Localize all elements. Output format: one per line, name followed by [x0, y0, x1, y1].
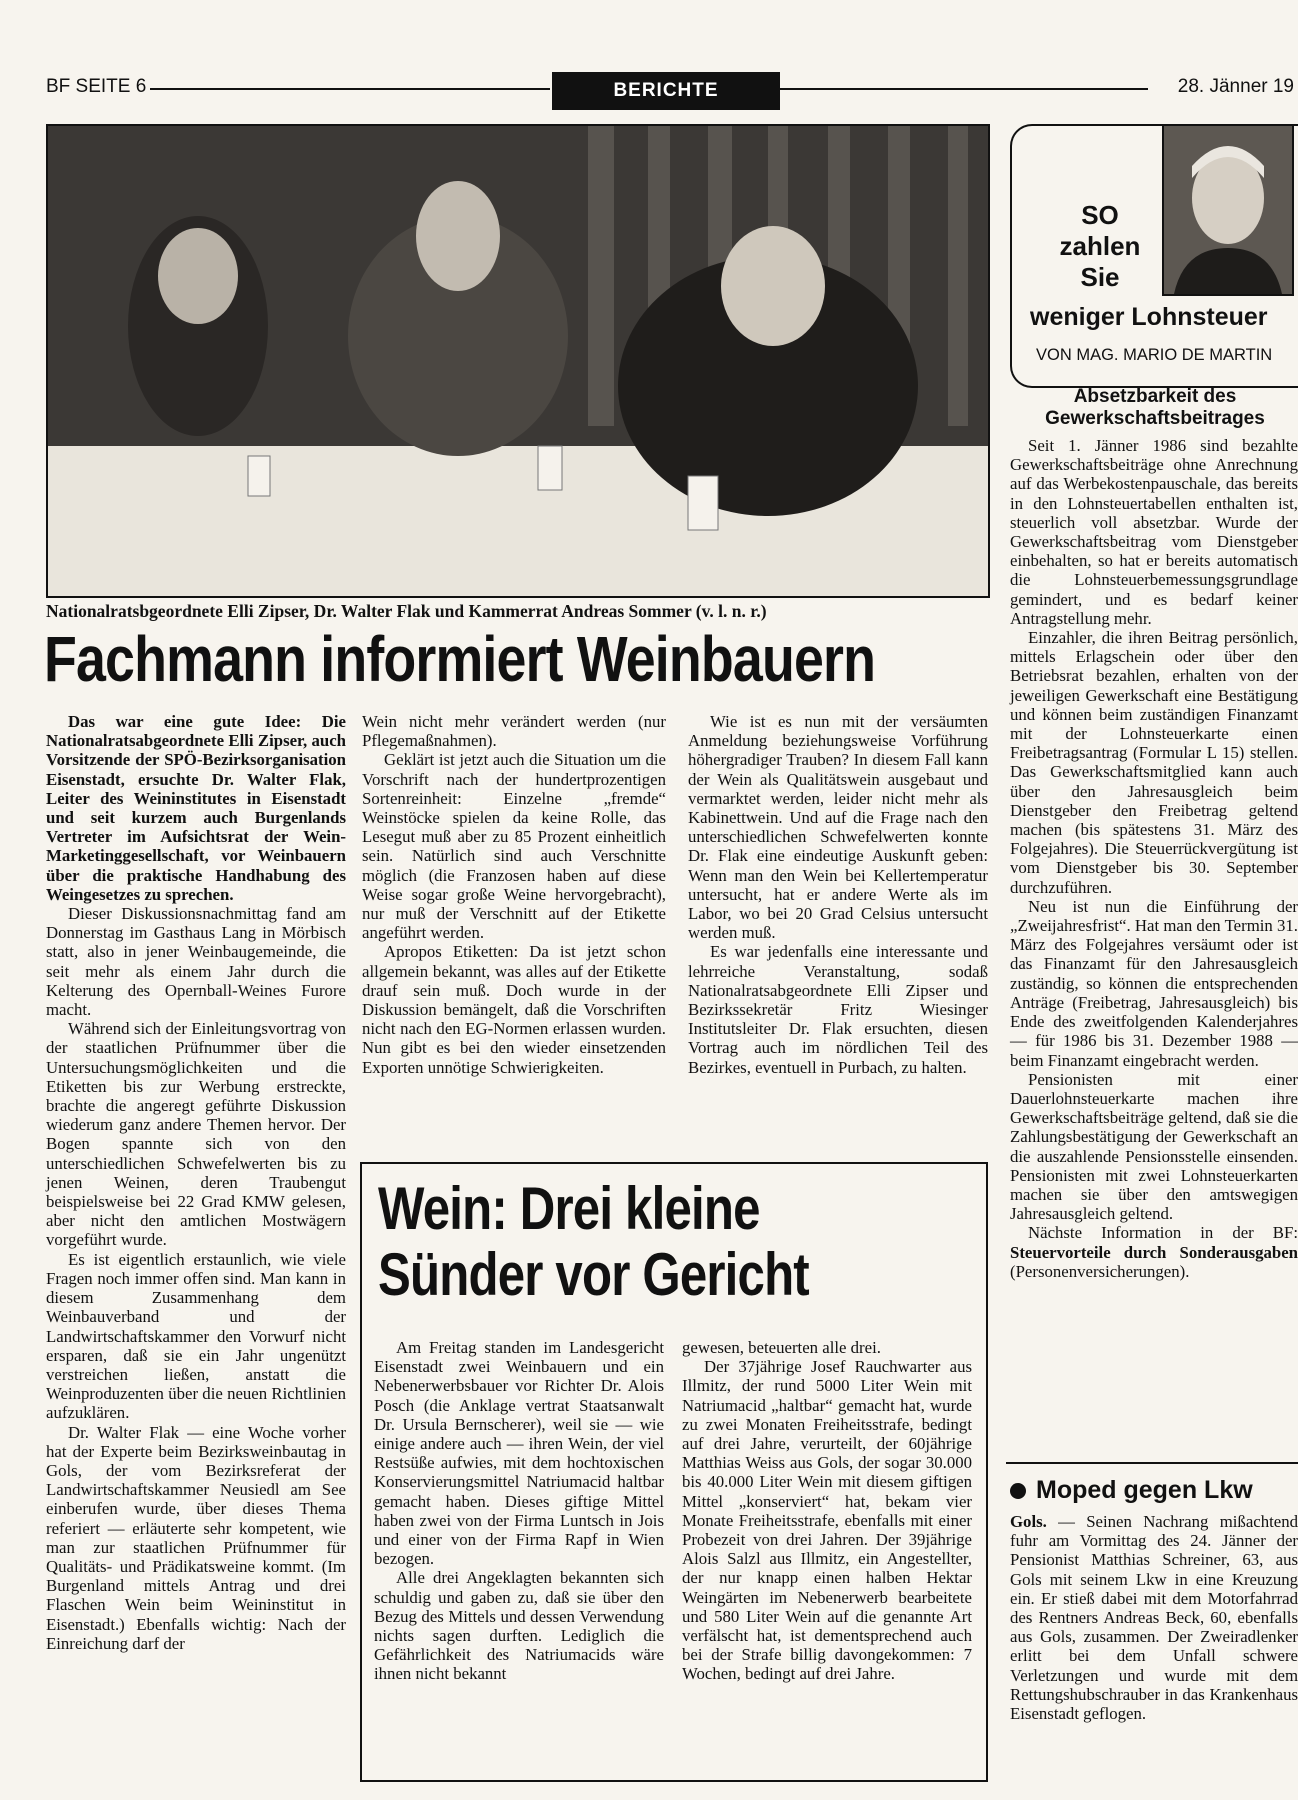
article-column-2 — [362, 712, 666, 1077]
tax-subheadline: Absetzbarkeit des Gewerkschaftsbeitrages — [1045, 386, 1265, 429]
article-paragraph: Es war jedenfalls eine interessante und lehrreiche Veranstaltung, sodaß Nationalratsabgeordnete Elli Zipser und Bezirkssekretär Fritz Wiesinger Institutsleiter Dr. Flak ersuchten, diesen Vortrag auch im nördlichen Teil des Bezirkes, eventuell in Purbach, zu halten. — [688, 942, 988, 1077]
tax-column-title — [1034, 200, 1166, 293]
tax-paragraph: Seit 1. Jänner 1986 sind bezahlte Gewerkschaftsbeiträge ohne Anrechnung auf das Werbekostenpauschale, das bereits in den Lohnsteuertabellen enthalten ist, steuerlich voll absetzbar. Wurde der Gewerkschaftsbeitrag vom Dienstgeber einbehalten, so hat er bereits automatisch die Lohnsteuerbemessungsgrundlage gemindert, und es bedarf keiner Antragstellung mehr. — [1010, 436, 1298, 628]
tax-paragraph: Pensionisten mit einer Dauerlohnsteuerkarte machen ihre Gewerkschaftsbeiträge geltend, daß sie die Zahlungsbestätigung der Gewerkschaft an die auszahlende Pensionsstelle einsenden. Pensionisten mit zwei Lohnsteuerkarten machen sie über den amtswegigen Jahresausgleich geltend. — [1010, 1069, 1298, 1224]
court-headline-line-1: Wein: Drei kleine — [378, 1175, 760, 1242]
moped-paragraph — [1010, 1512, 1298, 1723]
article-paragraph: Geklärt ist jetzt auch die Situation um die Vorschrift nach der hundertprozentigen Sortenreinheit: Einzelne „fremde“ Weinstöcke spielen da keine Rolle, das Lesegut muß aber zu 85 Prozent einheitlich sein. Natürlich sind auch Verschnitte möglich (die Franzosen haben auf diese Weise sogar große Weine hervorgebracht), nur muß der Verschnitt auf der Etikette angeführt werden. — [362, 750, 666, 943]
sidebar-divider — [1006, 1462, 1298, 1464]
article-paragraph: Dieser Diskussionsnachmittag fand am Donnerstag im Gasthaus Lang in Mörbisch statt, also in jener Weinbaugemeinde, die seit mehr als einem Jahr durch die Kelterung des Opernball-Weines Furore macht. — [46, 904, 346, 1020]
moped-headline-text: Moped gegen Lkw — [1036, 1476, 1253, 1504]
next-info-suffix: (Personenversicherungen). — [1010, 1261, 1190, 1281]
court-headline — [378, 1176, 809, 1308]
tax-next-info — [1010, 1223, 1298, 1281]
article-paragraph: Es ist eigentlich erstaunlich, wie viele Fragen noch immer offen sind. Man kann in diesem Zusammenhang dem Weinbauverband und der Landwirtschaftskammer den Vorwurf nicht ersparen, daß sie ein Jahr ungenützt verstreichen ließen, anstatt die Weinproduzenten über die neuen Richtlinien aufzuklären. — [46, 1249, 346, 1423]
tax-column-author: VON MAG. MARIO DE MARTIN — [1036, 346, 1273, 364]
article-paragraph: Dr. Walter Flak — eine Woche vorher hat der Experte beim Bezirksweinbautag in Gols, der vom Bezirksreferat der Landwirtschaftskammer Neusiedl am See einberufen wurde, über dieses Thema referiert — erläuterte sehr kompetent, wie man zur staatlichen Prüfnummer für Qualitäts- und Prädikatsweine kommt. (Im Burgenland mittels Antrag und drei Flaschen Wein beim Weininstitut in Eisenstadt.) Ebenfalls wichtig: Nach der Einreichung darf der — [46, 1422, 346, 1653]
article-paragraph: Wie ist es nun mit der versäumten Anmeldung beziehungsweise Vorführung höhergradiger Trauben? In diesem Fall kann der Wein als Qualitätswein ausgebaut und vermarktet werden, leider nicht mehr als Kabinettwein. Und auf die Frage nach den unterschiedlichen Schwefelwerten konnte Dr. Flak eine eindeutige Auskunft geben: Wenn man den Wein bei Kellertemperatur untersucht, hat er andere Werte als im Labor, wo bei 20 Grad Celsius untersucht werden muß. — [688, 712, 988, 943]
title-zahlen: zahlen — [1059, 231, 1141, 261]
court-paragraph: Am Freitag standen im Landesgericht Eisenstadt zwei Weinbauern und ein Nebenerwerbsbauer vor Richter Dr. Alois Posch (die Anklage vertrat Staatsanwalt Dr. Ursula Bernscherer), weil sie — wie einige andere auch — ihren Wein, der viel Restsüße aufwies, mit dem hochtoxischen Konservierungsmittel Natriumacid haltbar gemacht haben. Dieses giftige Mittel haben zwei von der Firma Luntsch in Jois und einer von der Firma Rapf in Wien bezogen. — [374, 1338, 664, 1569]
moped-body: — Seinen Nachrang mißachtend fuhr am Vormittag des 24. Jänner der Pensionist Matthias Schreiner, 63, aus Gols mit seinem Lkw in eine Kreuzung ein. Er stieß dabei mit dem Motorfahrrad des Rentners Andreas Beck, 60, ebenfalls aus Gols, zusammen. Der Zweiradlenker erlitt bei dem Unfall schwere Verletzungen und wurde mit dem Rettungshubschrauber in das Krankenhaus Eisenstadt geflogen. — [1010, 1512, 1298, 1724]
header-rule-left — [150, 88, 550, 90]
article-paragraph: Apropos Etiketten: Da ist jetzt schon allgemein bekannt, was alles auf der Etikette drauf sein muß. Doch wurde in der Diskussion bemängelt, daß die Vorschriften nicht nach den EG-Normen erlassen wurden. Nun gibt es bei den wieder einsetzenden Exporten unnötige Schwierigkeiten. — [362, 942, 666, 1077]
article-paragraph: Wein nicht mehr verändert werden (nur Pflegemaßnahmen). — [362, 712, 666, 751]
court-column-2 — [682, 1338, 972, 1684]
page-label: BF SEITE 6 — [46, 76, 147, 97]
article-column-1 — [46, 712, 346, 1653]
article-column-3 — [688, 712, 988, 1077]
portrait-illustration — [1164, 126, 1292, 294]
court-column-1 — [374, 1338, 664, 1684]
court-headline-line-2: Sünder vor Gericht — [378, 1241, 809, 1308]
article-headline: Fachmann informiert Weinbauern — [44, 623, 876, 695]
court-paragraph: Der 37jährige Josef Rauchwarter aus Illmitz, der rund 5000 Liter Wein mit Natriumacid „haltbar“ gemacht hat, wurde zu zwei Monaten Freiheitsstrafe, bedingt auf drei Jahre, verurteilt, der 60jährige Matthias Weiss aus Gols, der sogar 30.000 bis 40.000 Liter Wein mit diesem giftigen Mittel „konserviert“ hat, bekam vier Monate Freiheitsstrafe, ebenfalls mit einer Probezeit von drei Jahren. Der 39jährige Alois Salzl aus Illmitz, ein Angestellter, der nur knapp einen halben Hektar Weingärten im Nebenerwerb bearbeitete und 580 Liter Wein auf die genannte Art verfälscht hat, ist dementsprechend auch bei der Strafe billig davongekommen: 7 Wochen, bedingt auf drei Jahre. — [682, 1357, 972, 1684]
author-portrait — [1162, 124, 1294, 296]
next-info-topic: Steuervorteile durch Sonderausgaben — [1010, 1242, 1298, 1262]
title-so: SO — [1081, 200, 1119, 230]
court-paragraph: gewesen, beteuerten alle drei. — [682, 1338, 881, 1357]
photo-caption: Nationalratsbgeordnete Elli Zipser, Dr. Walter Flak und Kammerrat Andreas Sommer (v. l. n. r.) — [46, 601, 767, 621]
section-label: BERICHTE — [552, 72, 780, 110]
article-lead: Das war eine gute Idee: Die Nationalratsabgeordnete Elli Zipser, auch Vorsitzende der SPÖ-Bezirksorganisation Eisenstadt, ersuchte Dr. Walter Flak, Leiter des Weininstitutes in Eisenstadt und seit kurzem auch Burgenlands Vertreter im Aufsichtsrat der Wein-Marketinggesellschaft, vor Weinbauern über die praktische Handhabung des Weingesetzes zu sprechen. — [46, 712, 346, 904]
photo-illustration — [48, 126, 988, 596]
tax-column-text — [1010, 436, 1298, 1281]
header-rule-right — [776, 88, 1148, 90]
moped-text — [1010, 1512, 1298, 1723]
issue-date: 28. Jänner 19 — [1177, 76, 1294, 97]
tax-paragraph: Neu ist nun die Einführung der „Zweijahresfrist“. Hat man den Termin 31. März des Folgejahres versäumt oder ist das Finanzamt für den Jahresausgleich zuständig, so können die entsprechenden Anträge (Freibetrag, Jahresausgleich) bis Ende des zweitfolgenden Kalenderjahres — für 1986 bis 31. Dezember 1988 — beim Finanzamt eingebracht werden. — [1010, 896, 1298, 1070]
moped-dateline: Gols. — [1010, 1512, 1047, 1531]
court-paragraph: Alle drei Angeklagten bekannten sich schuldig und gaben zu, daß sie über den Bezug des Mittels und dessen Verwendung nichts sagen durften. Lediglich die Gefährlichkeit des Natriumacids wäre ihnen nicht bekannt — [374, 1568, 664, 1684]
title-sie: Sie — [1080, 262, 1120, 292]
article-photo — [46, 124, 990, 598]
bullet-icon — [1010, 1483, 1026, 1499]
tax-paragraph: Einzahler, die ihren Beitrag persönlich, mittels Erlagschein oder über den Betriebsrat bezahlen, erhalten von der jeweiligen Gewerkschaft eine Bestätigung und können beim zuständigen Finanzamt mit der Lohnsteuerkarte einen Freibetragsantrag (Formular L 15) stellen. Das Gewerkschaftsmitglied kann auch über den Jahresausgleich beim Dienstgeber den Freibetrag geltend machen (bis spätestens 31. März des Folgejahres). Die Steuerrückvergütung ist vom Dienstgeber bis 30. September durchzuführen. — [1010, 628, 1298, 897]
title-weniger-lohnsteuer: weniger Lohnsteuer — [1030, 303, 1268, 331]
next-info-prefix: Nächste Information in der BF: — [1028, 1223, 1298, 1243]
article-paragraph: Während sich der Einleitungsvortrag von der staatlichen Prüfnummer über die Untersuchungsmöglichkeiten und die Etiketten bis zur Werbung erstreckte, brachte die angeregt geführte Diskussion wiederum ganz andere Themen hervor. Der Bogen spannte sich von den unterschiedlichen Schwefelwerten bis zu jenen Weinen, deren Traubengut beispielsweise bei 22 Grad KMW gelesen, aber nicht den amtlichen Mostwägern vorgeführt wurde. — [46, 1019, 346, 1250]
moped-headline — [1010, 1476, 1298, 1505]
